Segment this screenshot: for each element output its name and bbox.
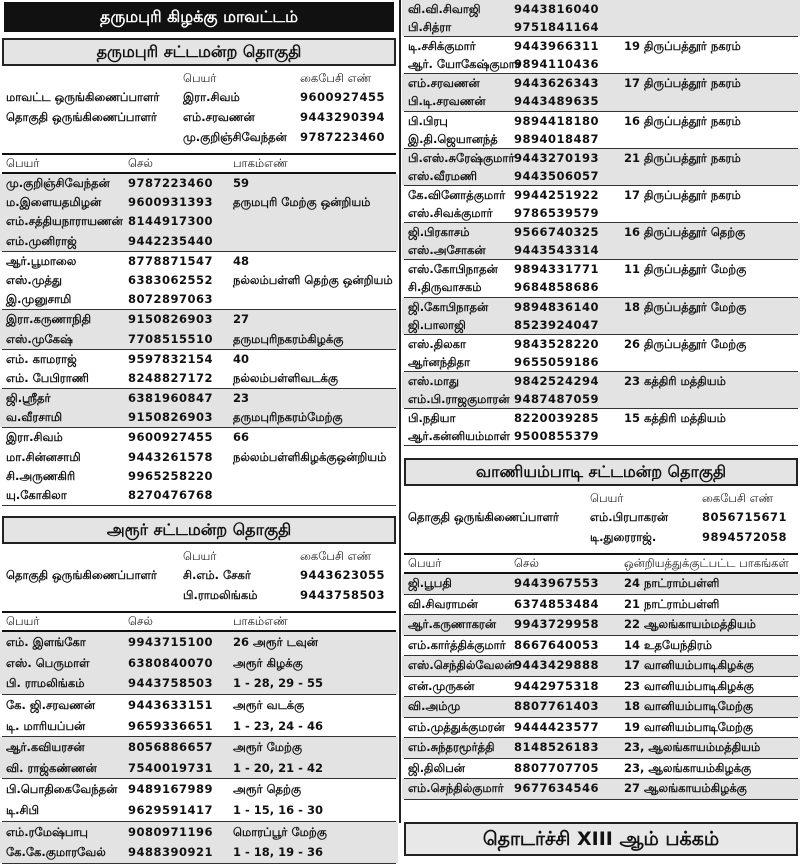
table-row [402, 74, 800, 92]
row-name: டி.சசிக்குமார் [408, 39, 476, 54]
row-cell: 9443270193 [514, 150, 600, 165]
table-row [0, 822, 398, 843]
row-cell: 8056886657 [128, 740, 214, 755]
row-name: எஸ்.வீரமணி [408, 168, 477, 183]
table-row [0, 408, 398, 427]
row-cell: 9443489635 [514, 94, 600, 109]
coordinator-name: சி.எம். சேகர் [183, 568, 251, 583]
table-row [402, 615, 800, 635]
row-name: ஜி.கோபிநாதன் [408, 299, 489, 314]
row-name: பி.நதியா [408, 411, 456, 426]
table-row [402, 0, 800, 18]
row-area: 17 வானியம்பாடிகிழக்கு [624, 658, 754, 673]
row-area: 11 திருப்பத்தூர் மேற்கு [624, 262, 747, 277]
table-row [0, 193, 398, 212]
row-name: எம்.சத்தியநாராயணன் [6, 214, 123, 229]
row-cell: 8144917300 [128, 214, 214, 229]
table-row [402, 372, 800, 390]
row-name: பி.பிரபு [408, 113, 448, 128]
row-cell: 9677634546 [514, 781, 600, 796]
row-area: நல்லம்பள்ளி தெற்கு ஒன்றியம் [233, 272, 393, 287]
table-head-name: பெயர் [6, 156, 40, 170]
row-cell: 9443543314 [514, 243, 600, 258]
column-label-phone: கைபேசி எண் [702, 491, 774, 506]
row-name: எம்.முத்துக்குமரன் [408, 719, 505, 734]
table-row [402, 335, 800, 353]
row-area: அரூர் தெற்கு [233, 782, 301, 797]
row-area: 27 ஆலங்காயம்கிழக்கு [624, 781, 747, 796]
coordinator-phone: 9443290394 [300, 110, 386, 124]
table-row [402, 37, 800, 55]
row-name: ஆர்.கருணாகரன் [408, 617, 497, 632]
coordinator-row [0, 585, 398, 605]
table-row [0, 800, 398, 821]
row-name: ஆர்.கவியரசன் [6, 740, 85, 755]
row-name: எம். காமராஜ் [6, 351, 77, 366]
row-name: எஸ்.அசோகன் [408, 243, 486, 258]
row-cell: 9600927455 [128, 430, 214, 445]
table-row [0, 448, 398, 467]
row-cell: 9597832154 [128, 351, 214, 366]
row-cell: 9443506057 [514, 168, 600, 183]
divider [2, 505, 396, 506]
table-row [402, 223, 800, 241]
section-arur [0, 548, 398, 864]
row-name: சி.திருவாசகம் [408, 280, 482, 295]
row-name: எஸ். பெருமாள் [6, 655, 90, 670]
row-name: வி.வி.சிவாஜி [408, 2, 481, 16]
row-area: 26 திருப்பத்தூர் மேற்கு [624, 336, 747, 351]
coordinator-phone: 9443758503 [300, 588, 386, 603]
table-row [402, 260, 800, 278]
table-header [0, 613, 398, 630]
table-row [0, 369, 398, 388]
coordinator-header [0, 70, 398, 87]
row-name: எம். பேபிராணி [6, 370, 89, 385]
row-name: கே. ஜி.சரவணன் [6, 697, 96, 712]
row-area: அரூர் வடக்கு [233, 697, 305, 712]
row-cell: 9489167989 [128, 782, 214, 797]
row-cell: 8778871547 [128, 253, 214, 268]
table-row [402, 204, 800, 222]
table-row [402, 316, 800, 334]
row-name: டி.சிபி [6, 802, 40, 817]
table-row [0, 737, 398, 758]
row-name: ஜி.பாலாஜி [408, 317, 466, 332]
row-cell: 6374853484 [514, 596, 600, 611]
table-row [0, 290, 398, 309]
row-name: இ.முனுசாமி [6, 292, 72, 307]
coordinator-name: எம்.பிரபாகரன் [590, 510, 669, 525]
table-head-cell: செல் [514, 556, 539, 571]
row-area: நல்லம்பள்ளிகிழக்குஒன்றியம் [233, 449, 387, 464]
table-row [402, 149, 800, 167]
coordinator-role: மாவட்ட ஒருங்கிணைப்பாளர் [6, 90, 160, 104]
row-cell: 9684858686 [514, 280, 600, 295]
table-row [402, 18, 800, 36]
row-cell: 9965258220 [128, 468, 214, 483]
row-name: மு.குறிஞ்சிவேந்தன் [6, 176, 110, 190]
table-row [402, 427, 800, 445]
row-cell: 9659336651 [128, 718, 214, 733]
row-cell: 9894110436 [514, 57, 600, 72]
coordinator-name: பி.ராமலிங்கம் [183, 588, 258, 603]
row-cell: 9943729958 [514, 617, 600, 632]
table-row [402, 595, 800, 615]
row-area: 19 திருப்பத்தூர் நகரம் [624, 39, 741, 54]
table-head-area: பாகம்எண் [233, 156, 288, 170]
divider [404, 445, 798, 446]
row-area: 1 - 23, 24 - 46 [233, 718, 323, 733]
row-area: 23 [233, 391, 250, 406]
section-title-vaniyambadi: வாணியம்பாடி சட்டமன்ற தொகுதி [404, 458, 798, 486]
coordinator-phone: 9894572058 [702, 530, 788, 545]
row-cell: 9894836140 [514, 299, 600, 314]
coordinator-phone: 8056715671 [702, 510, 788, 525]
row-name: எம்.செந்தில்குமார் [408, 781, 504, 796]
row-cell: 9443966311 [514, 39, 600, 54]
row-area: 15 கத்திரி மத்தியம் [624, 411, 726, 426]
row-area: 17 திருப்பத்தூர் நகரம் [624, 187, 741, 202]
row-cell: 9443626343 [514, 76, 600, 91]
coordinator-role: தொகுதி ஒருங்கிணைப்பாளர் [408, 510, 559, 525]
row-cell: 8667640053 [514, 637, 600, 652]
row-name: பி. ராமலிங்கம் [6, 676, 85, 691]
row-name: ஆர்.கன்னியம்மாள் [408, 429, 510, 444]
row-name: எஸ்.முகேஷ் [6, 331, 73, 346]
row-area: 26 அரூர் டவுன் [233, 635, 318, 650]
table-row [402, 55, 800, 73]
row-name: எஸ்.திலகா [408, 336, 467, 351]
row-name: எஸ்.மாது [408, 373, 459, 388]
coordinator-name: டி.துரைராஜ். [590, 530, 657, 545]
table-head-area: பாகம்எண் [233, 614, 288, 629]
row-name: டி. மாரியப்பன் [6, 718, 86, 733]
row-name: வி.சிவராமன் [408, 596, 478, 611]
table-row [0, 632, 398, 653]
coordinator-name: இரா.சிவம் [183, 90, 240, 104]
table-row [402, 718, 800, 738]
row-area: 14 உதயேந்திரம் [624, 637, 712, 652]
table-row [402, 353, 800, 371]
row-name: எம்.முனிராஜ் [6, 233, 77, 248]
row-name: பி.பொதிகைவேந்தன் [6, 782, 118, 797]
coordinator-name: எம்.சரவணன் [183, 110, 255, 124]
row-cell: 9787223460 [128, 176, 214, 190]
row-area: 1 - 15, 16 - 30 [233, 802, 323, 817]
row-cell: 9443429888 [514, 658, 600, 673]
table-row [0, 653, 398, 674]
table-row [402, 278, 800, 296]
coordinator-phone: 9600927455 [300, 90, 386, 104]
row-cell: 9842524294 [514, 373, 600, 388]
row-area: 23 வானியம்பாடிகிழக்கு [624, 678, 754, 693]
table-row [402, 779, 800, 799]
row-name: ஆர்.பூமாலை [6, 253, 77, 268]
table-row [402, 186, 800, 204]
row-name: எம்.சரவணன் [408, 76, 480, 91]
row-area: 18 திருப்பத்தூர் மேற்கு [624, 299, 747, 314]
right-column [402, 0, 800, 850]
tirupattur-list [402, 0, 800, 446]
row-cell: 9944251922 [514, 187, 600, 202]
row-area: அரூர் கிழக்கு [233, 655, 303, 670]
row-name: ஜி.ஸ்ரீதர் [6, 391, 51, 406]
row-name: எம்.பி.ராஜகுமாரன் [408, 391, 510, 406]
row-cell: 9786539579 [514, 206, 600, 221]
row-name: பி.டி.சரவணன் [408, 94, 486, 109]
table-row [0, 779, 398, 800]
coordinator-row [402, 507, 800, 527]
row-cell: 8523924047 [514, 317, 600, 332]
row-cell: 7708515510 [128, 331, 214, 346]
row-cell: 9943715100 [128, 635, 214, 650]
row-cell: 9894331771 [514, 262, 600, 277]
table-row [402, 697, 800, 717]
row-name: எம். இளங்கோ [6, 635, 86, 650]
row-area: தருமபுரிநகரம்கிழக்கு [233, 331, 344, 346]
table-row [0, 310, 398, 329]
row-cell: 6381960847 [128, 391, 214, 406]
section-title-arur: அரூர் சட்டமன்ற தொகுதி [2, 516, 396, 544]
column-label-phone: கைபேசி எண் [300, 71, 372, 85]
row-name: ம.இளையதமிழன் [6, 195, 102, 210]
row-cell: 9443967553 [514, 576, 600, 591]
coordinator-row [0, 107, 398, 127]
row-name: இரா.சிவம் [6, 430, 63, 445]
row-area: 21 திருப்பத்தூர் நகரம் [624, 150, 741, 165]
column-label-name: பெயர் [590, 491, 624, 506]
section-vaniyambadi [402, 490, 800, 800]
row-area: 21 நாட்ராம்பள்ளி [624, 596, 720, 611]
row-cell: 8072897063 [128, 292, 214, 307]
row-area: 59 [233, 176, 250, 190]
row-cell: 9443633151 [128, 697, 214, 712]
table-row [402, 656, 800, 676]
table-head-name: பெயர் [6, 614, 40, 629]
row-cell: 9500855379 [514, 429, 600, 444]
row-name: எஸ்.கோபிநாதன் [408, 262, 498, 277]
table-row [402, 112, 800, 130]
coordinator-row [0, 127, 398, 147]
coordinator-row [0, 87, 398, 107]
row-name: யு.கோகிலா [6, 488, 67, 502]
row-area: 23, ஆலங்காயம்கிழக்கு [624, 760, 752, 775]
table-row [402, 738, 800, 758]
row-cell: 9487487059 [514, 391, 600, 406]
table-row [0, 330, 398, 349]
row-name: ஜி.திலிபன் [408, 760, 465, 775]
continued-banner: தொடர்ச்சி XIII ஆம் பக்கம் [404, 822, 798, 856]
table-row [0, 716, 398, 737]
row-cell: 7540019731 [128, 760, 214, 775]
row-name: கே.வினோத்குமார் [408, 187, 506, 202]
coordinator-header [0, 548, 398, 565]
row-cell: 6380840070 [128, 655, 214, 670]
row-name: சி.அருணகிரி [6, 468, 76, 483]
row-cell: 9894418180 [514, 113, 600, 128]
row-cell: 8148526183 [514, 740, 600, 755]
column-divider [399, 0, 401, 823]
table-row [402, 636, 800, 656]
table-row [0, 486, 398, 505]
row-cell: 9655059186 [514, 354, 600, 369]
coordinator-row [402, 527, 800, 547]
row-area: 19 வானியம்பாடிமேற்கு [624, 719, 754, 734]
row-area: 16 திருப்பத்தூர் நகரம் [624, 113, 741, 128]
row-cell: 8807761403 [514, 699, 600, 714]
row-area: அரூர் மேற்கு [233, 740, 302, 755]
row-cell: 9566740325 [514, 225, 600, 240]
row-name: ஜி.பிரகாசம் [408, 225, 470, 240]
table-row [0, 758, 398, 779]
table-row [402, 409, 800, 427]
coordinator-role: தொகுதி ஒருங்கிணைப்பாளர் [6, 110, 157, 124]
table-header [0, 155, 398, 172]
row-area: நல்லம்பள்ளிவடக்கு [233, 370, 339, 385]
coordinator-phone: 9443623055 [300, 568, 386, 583]
district-title: தருமபுரி கிழக்கு மாவட்டம் [4, 2, 394, 32]
row-cell: 9444423577 [514, 719, 600, 734]
row-area: 27 [233, 312, 250, 327]
table-head-cell: செல் [128, 156, 153, 170]
row-name: எம்.கார்த்திக்குமார் [408, 637, 506, 652]
table-row [402, 390, 800, 408]
row-name: ஜி.பூபதி [408, 576, 452, 591]
table-row [402, 241, 800, 259]
row-name: எஸ்.சிவக்குமார் [408, 206, 493, 221]
row-cell: 9442975318 [514, 678, 600, 693]
row-area: தருமபுரிநகரம்மேற்கு [233, 410, 343, 425]
row-name: எம்.ரமேஷ்பாபு [6, 824, 88, 839]
coordinator-row [0, 565, 398, 585]
table-row [402, 92, 800, 110]
row-cell: 9629591417 [128, 802, 214, 817]
table-row [402, 130, 800, 148]
row-name: என்.முருகன் [408, 678, 475, 693]
row-area: தருமபுரி மேற்கு ஒன்றியம் [233, 195, 371, 210]
row-name: கே.கே.குமாரவேல் [6, 845, 106, 860]
row-area: 23 கத்திரி மத்தியம் [624, 373, 726, 388]
row-cell: 8270476768 [128, 488, 214, 502]
row-cell: 9843528220 [514, 336, 600, 351]
row-name: ஆர்னந்திதா [408, 354, 471, 369]
column-label-name: பெயர் [183, 71, 217, 85]
table-head-name: பெயர் [408, 556, 442, 571]
table-row [0, 212, 398, 231]
left-column [0, 0, 398, 860]
row-area: 1 - 20, 21 - 42 [233, 760, 323, 775]
column-label-name: பெயர் [183, 549, 217, 564]
row-area: 66 [233, 430, 250, 445]
row-cell: 9442235440 [128, 233, 214, 248]
divider [404, 799, 798, 800]
table-head-area: ஒன்றியத்துக்குட்பட்ட பாகங்கள் [624, 556, 789, 571]
row-name: எஸ்.செந்தில்வேலன் [408, 658, 516, 673]
coordinator-phone: 9787223460 [300, 130, 386, 144]
row-area: 1 - 18, 19 - 36 [233, 845, 323, 860]
row-cell: 6383062552 [128, 272, 214, 287]
row-cell: 9080971196 [128, 824, 214, 839]
row-cell: 9443261578 [128, 449, 214, 464]
row-cell: 9600931393 [128, 195, 214, 210]
row-cell: 9443758503 [128, 676, 214, 691]
coordinator-name: மு.குறிஞ்சிவேந்தன் [183, 130, 287, 144]
table-row [0, 232, 398, 251]
row-name: இ.தி.ஜெயானந்த் [408, 131, 498, 146]
row-name: ஆர். யோகேஷ்குமார் [408, 57, 521, 72]
table-row [0, 389, 398, 408]
row-name: இரா.கருணாநிதி [6, 312, 92, 327]
row-area: 40 [233, 351, 250, 366]
table-row [0, 271, 398, 290]
table-row [402, 298, 800, 316]
row-cell: 8220039285 [514, 411, 600, 426]
table-row [0, 428, 398, 447]
row-cell: 9150826903 [128, 312, 214, 327]
row-area: 48 [233, 253, 250, 268]
section-dharmapuri [0, 70, 398, 506]
row-area: 23, ஆலங்காயம்மத்தியம் [624, 740, 761, 755]
table-header [402, 555, 800, 572]
row-cell: 9150826903 [128, 410, 214, 425]
row-cell: 9894018487 [514, 131, 600, 146]
table-row [402, 677, 800, 697]
row-name: வ.வீரசாமி [6, 410, 63, 425]
coordinator-role: தொகுதி ஒருங்கிணைப்பாளர் [6, 568, 157, 583]
row-name: மா.சின்னசாமி [6, 449, 81, 464]
row-area: 24 நாட்ராம்பள்ளி [624, 576, 720, 591]
table-row [0, 673, 398, 694]
table-row [0, 842, 398, 863]
row-area: மொரப்பூர் மேற்கு [233, 824, 327, 839]
coordinator-header [402, 490, 800, 507]
row-name: வி.அம்மு [408, 699, 461, 714]
row-cell: 8248827172 [128, 370, 214, 385]
table-row [0, 174, 398, 193]
row-cell: 9751841164 [514, 20, 600, 35]
row-area: 16 திருப்பத்தூர் தெற்கு [624, 225, 746, 240]
row-cell: 9443816040 [514, 2, 600, 16]
row-cell: 8807707705 [514, 760, 600, 775]
row-name: எம்.சுந்தரமூர்த்தி [408, 740, 495, 755]
table-row [0, 467, 398, 486]
row-name: பி.எஸ்.சுரேஷ்குமார் [408, 150, 515, 165]
row-area: 17 திருப்பத்தூர் நகரம் [624, 76, 741, 91]
table-row [402, 167, 800, 185]
table-row [402, 759, 800, 779]
table-row [0, 252, 398, 271]
row-area: 22 ஆலங்காயம்மத்தியம் [624, 617, 756, 632]
row-name: வி. ராஜ்கண்ணன் [6, 760, 97, 775]
row-cell: 9488390921 [128, 845, 214, 860]
row-name: எஸ்.முத்து [6, 272, 62, 287]
section-title-dharmapuri: தருமபுரி சட்டமன்ற தொகுதி [2, 38, 396, 66]
table-head-cell: செல் [128, 614, 153, 629]
table-row [0, 350, 398, 369]
row-name: பி.சித்ரா [408, 20, 452, 35]
column-label-phone: கைபேசி எண் [300, 549, 372, 564]
table-row [402, 574, 800, 594]
row-area: 1 - 28, 29 - 55 [233, 676, 323, 691]
row-area: 18 வானியம்பாடிமேற்கு [624, 699, 754, 714]
table-row [0, 695, 398, 716]
